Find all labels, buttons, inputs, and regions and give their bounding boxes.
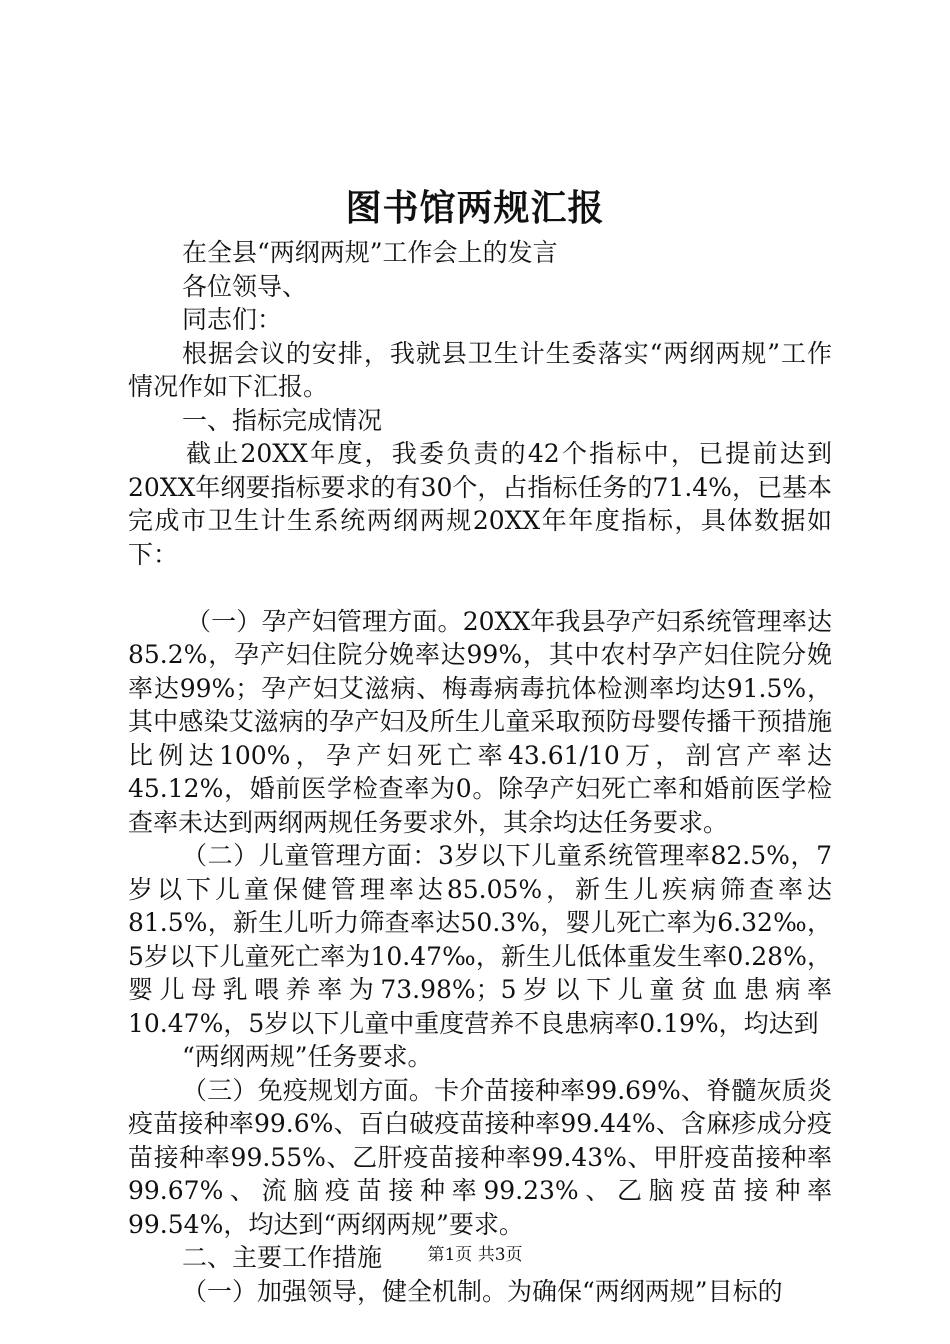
paragraph-immunization: （三）免疫规划方面。卡介苗接种率99.69%、脊髓灰质炎疫苗接种率99.6%、百白破疫苗接种率99.44%、含麻疹成分疫苗接种率99.55%、乙肝疫苗接种率99.43%、甲肝疫苗接种率99.67%、流脑疫苗接种率99.23%、乙脑疫苗接种率99.54%，均达到“两纲两规”要求。 (128, 1075, 832, 1239)
paragraph-greeting-comrades: 同志们： (182, 305, 283, 334)
paragraph-leadership: （一）加强领导，健全机制。为确保“两纲两规”目标的 (182, 1276, 783, 1306)
page-footer: 第1页 共3页 (427, 1245, 523, 1265)
paragraph-speech-heading: 在全县“两纲两规”工作会上的发言 (182, 238, 558, 267)
paragraph-maternal-management: （一）孕产妇管理方面。20XX年我县孕产妇系统管理率达85.2%，孕产妇住院分娩率达99%，其中农村孕产妇住院分娩率达99%；孕产妇艾滋病、梅毒病毒抗体检测率均达91.5%，其中感染艾滋病的孕产妇及所生儿童采取预防母婴传播干预措施比例达100%，孕产妇死亡率43.61/10万，剖宫产率达45.12%，婚前医学检查率为0。除孕产妇死亡率和婚前医学检查率未达到两纲两规任务要求外，其余均达任务要求。 (128, 606, 832, 837)
document-title: 图书馆两规汇报 (345, 187, 605, 229)
section-heading-measures: 二、主要工作措施 (182, 1243, 383, 1272)
paragraph-greeting-leaders: 各位领导、 (182, 271, 308, 301)
paragraph-child-management: （二）儿童管理方面：3岁以下儿童系统管理率82.5%，7岁以下儿童保健管理率达85.05%，新生儿疾病筛查率达81.5%，新生儿听力筛查率达50.3%，婴儿死亡率为6.32‰，5岁以下儿童死亡率为10.47‰，新生儿低体重发生率0.28%，婴儿母乳喂养率为73.98%；5岁以下儿童贫血患病率10.47%，5岁以下儿童中重度营养不良患病率0.19%，均达到 (128, 841, 832, 1038)
paragraph-intro: 根据会议的安排，我就县卫生计生委落实“两纲两规”工作情况作如下汇报。 (128, 338, 832, 401)
paragraph-child-management-end: “两纲两规”任务要求。 (182, 1042, 433, 1071)
blank-line (128, 571, 832, 605)
paragraph-indicator-summary: 截止20XX年度，我委负责的42个指标中，已提前达到20XX年纲要指标要求的有30个，占指标任务的71.4%，已基本完成市卫生计生系统两纲两规20XX年年度指标，具体数据如下： (128, 439, 832, 569)
document-body (128, 236, 832, 1308)
section-heading-indicators: 一、指标完成情况 (182, 405, 383, 435)
